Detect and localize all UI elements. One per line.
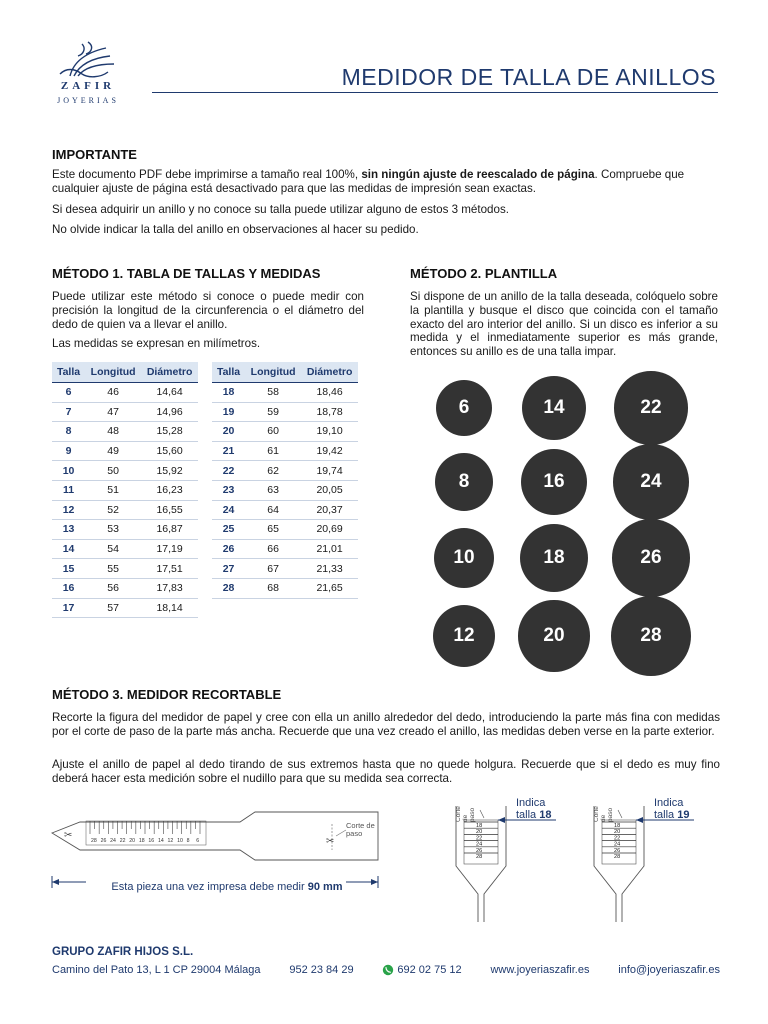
table-cell-longitud: 67 <box>245 559 301 579</box>
table-cell-longitud: 50 <box>85 461 141 481</box>
logo-name: ZAFIR <box>60 80 116 92</box>
table-cell-talla: 6 <box>52 383 85 403</box>
table-row <box>52 559 198 579</box>
table-cell-talla: 27 <box>212 559 245 579</box>
table-header-longitud: Longitud <box>85 362 141 383</box>
scale-number: 26 <box>614 847 621 854</box>
table-row <box>212 441 358 461</box>
table-cell-talla: 8 <box>52 422 85 442</box>
ring-disc-6: 6 <box>436 380 492 436</box>
table-row <box>212 578 358 598</box>
table-cell-talla: 23 <box>212 480 245 500</box>
table-cell-diametro: 19,10 <box>301 422 358 442</box>
table-cell-talla: 11 <box>52 480 85 500</box>
page-title: MEDIDOR DE TALLA DE ANILLOS <box>341 64 716 90</box>
table-cell-diametro: 18,78 <box>301 402 358 422</box>
table-cell-longitud: 60 <box>245 422 301 442</box>
ring-disc-14: 14 <box>522 376 587 441</box>
example1-indica-label: Indica talla 18 <box>516 797 552 821</box>
table-cell-talla: 28 <box>212 578 245 598</box>
measure-caption: Esta pieza una vez impresa debe medir 90 mm <box>111 881 343 893</box>
table-header-diametro: Diámetro <box>141 362 198 383</box>
table-row <box>212 539 358 559</box>
scissors-right-icon: ✂ <box>326 836 335 847</box>
table-cell-longitud: 47 <box>85 402 141 422</box>
ruler-number: 8 <box>186 838 190 844</box>
ruler-number: 28 <box>91 838 97 844</box>
ring-disc-10: 10 <box>434 528 494 588</box>
table-cell-diametro: 21,33 <box>301 559 358 579</box>
ruler-number: 14 <box>157 838 164 844</box>
table-cell-longitud: 49 <box>85 441 141 461</box>
table-row <box>212 383 358 403</box>
footer-web-link[interactable]: www.joyeriaszafir.es <box>490 964 590 976</box>
table-row <box>52 461 198 481</box>
table-row <box>52 520 198 540</box>
scale-number: 20 <box>614 829 621 836</box>
table-cell-diametro: 16,55 <box>141 500 198 520</box>
table-cell-diametro: 17,51 <box>141 559 198 579</box>
table-cell-talla: 21 <box>212 441 245 461</box>
ring-disc-18: 18 <box>520 524 589 593</box>
table-cell-longitud: 66 <box>245 539 301 559</box>
table-cell-talla: 16 <box>52 578 85 598</box>
scale-number: 28 <box>614 854 621 860</box>
table-row <box>52 578 198 598</box>
table-cell-talla: 22 <box>212 461 245 481</box>
table-cell-diametro: 15,92 <box>141 461 198 481</box>
importante-paragraph-1: Este documento PDF debe imprimirse a tamaño real 100%, sin ningún ajuste de reescalado de página. Compruebe que cualquier ajuste de página está desactivado para que las medidas de impresión sean exactas. <box>52 168 685 195</box>
table-cell-diametro: 17,19 <box>141 539 198 559</box>
metodo2-heading: MÉTODO 2. PLANTILLA <box>410 266 558 281</box>
footer-email-link[interactable]: info@joyeriaszafir.es <box>618 964 720 976</box>
table-cell-longitud: 61 <box>245 441 301 461</box>
footer-contact-line <box>52 964 720 976</box>
metodo1-heading: MÉTODO 1. TABLA DE TALLAS Y MEDIDAS <box>52 266 321 281</box>
table-cell-longitud: 68 <box>245 578 301 598</box>
table-cell-longitud: 62 <box>245 461 301 481</box>
ring-disc-20: 20 <box>518 600 589 671</box>
table-cell-longitud: 63 <box>245 480 301 500</box>
whatsapp-icon <box>382 964 394 976</box>
table-cell-talla: 26 <box>212 539 245 559</box>
example2-side-label: Corte de paso <box>593 806 614 822</box>
table-cell-diametro: 18,46 <box>301 383 358 403</box>
table-cell-talla: 25 <box>212 520 245 540</box>
ruler-number: 6 <box>196 838 200 844</box>
importante-paragraph-3: No olvide indicar la talla del anillo en observaciones al hacer su pedido. <box>52 223 419 236</box>
example1-side-label: Corte de paso <box>455 806 476 822</box>
table-cell-talla: 20 <box>212 422 245 442</box>
table-row <box>52 402 198 422</box>
ruler-number: 18 <box>138 838 145 844</box>
logo-subtitle: JOYERIAS <box>57 96 119 105</box>
table-row <box>212 520 358 540</box>
scale-number: 24 <box>476 841 483 848</box>
table-cell-longitud: 55 <box>85 559 141 579</box>
table-cell-diametro: 15,60 <box>141 441 198 461</box>
ruler-number: 16 <box>148 838 155 844</box>
table-cell-talla: 14 <box>52 539 85 559</box>
table-row <box>52 383 198 403</box>
table-cell-longitud: 48 <box>85 422 141 442</box>
table-cell-talla: 15 <box>52 559 85 579</box>
table-cell-talla: 13 <box>52 520 85 540</box>
table-cell-diametro: 21,01 <box>301 539 358 559</box>
table-row <box>52 422 198 442</box>
table-row <box>52 480 198 500</box>
table-row <box>212 500 358 520</box>
metodo1-paragraph: Puede utilizar este método si conoce o puede medir con precisión la longitud de la circunferencia o el diámetro del dedo de quien va a llevar el anillo. <box>52 290 364 331</box>
table-cell-talla: 7 <box>52 402 85 422</box>
table-row <box>212 402 358 422</box>
table-cell-longitud: 46 <box>85 383 141 403</box>
ruler-number: 20 <box>129 838 136 844</box>
metodo1-units-note: Las medidas se expresan en milímetros. <box>52 337 261 350</box>
scale-number: 22 <box>614 835 621 842</box>
ruler-number: 10 <box>177 838 183 844</box>
scale-number: 20 <box>476 829 483 836</box>
table-cell-diametro: 19,74 <box>301 461 358 481</box>
table-cell-talla: 18 <box>212 383 245 403</box>
importante-paragraph-2: Si desea adquirir un anillo y no conoce su talla puede utilizar alguno de estos 3 métodos. <box>52 203 509 216</box>
metodo3-paragraph-2: Ajuste el anillo de papel al dedo tirando de sus extremos hasta que no quede holgura. Recuerde que si el dedo es muy fino deberá hacer esta medición sobre el nudillo para que su medida sea correcta. <box>52 758 720 785</box>
table-cell-longitud: 53 <box>85 520 141 540</box>
scale-number: 28 <box>476 854 483 860</box>
table-cell-diametro: 20,05 <box>301 480 358 500</box>
table-cell-talla: 24 <box>212 500 245 520</box>
ring-disc-22: 22 <box>614 371 687 444</box>
importante-heading: IMPORTANTE <box>52 147 137 162</box>
footer-company: GRUPO ZAFIR HIJOS S.L. <box>52 946 194 958</box>
table-row <box>52 441 198 461</box>
table-cell-diametro: 21,65 <box>301 578 358 598</box>
ruler-number: 22 <box>119 838 126 844</box>
table-cell-diametro: 14,64 <box>141 383 198 403</box>
scale-number: 18 <box>614 823 621 829</box>
table-header-talla: Talla <box>52 362 85 383</box>
footer-address: Camino del Pato 13, L 1 CP 29004 Málaga <box>52 964 261 976</box>
ring-disc-28: 28 <box>611 596 691 676</box>
ruler-number: 26 <box>100 838 107 844</box>
table-cell-diametro: 19,42 <box>301 441 358 461</box>
footer-phone: 952 23 84 29 <box>289 964 354 976</box>
ring-disc-8: 8 <box>435 453 493 511</box>
ring-disc-16: 16 <box>521 449 588 516</box>
metodo3-heading: MÉTODO 3. MEDIDOR RECORTABLE <box>52 687 282 702</box>
table-cell-diametro: 16,87 <box>141 520 198 540</box>
table-row <box>52 539 198 559</box>
title-divider <box>152 92 718 93</box>
ruler-number: 24 <box>110 838 116 844</box>
table-cell-longitud: 54 <box>85 539 141 559</box>
table-cell-talla: 12 <box>52 500 85 520</box>
table-cell-diametro: 20,37 <box>301 500 358 520</box>
table-cell-talla: 19 <box>212 402 245 422</box>
table-header-diametro: Diámetro <box>301 362 358 383</box>
table-cell-longitud: 58 <box>245 383 301 403</box>
table-cell-diametro: 16,23 <box>141 480 198 500</box>
metodo2-paragraph: Si dispone de un anillo de la talla deseada, colóquelo sobre la plantilla y busque el disco que coincida con el tamaño exacto del aro interior del anillo. Si un disco es inferior a su medida y el inmediatamente superior es más grande, entonces su anillo es de una talla impar. <box>410 290 718 359</box>
table-cell-talla: 9 <box>52 441 85 461</box>
example2-indica-label: Indica talla 19 <box>654 797 690 821</box>
table-row <box>212 461 358 481</box>
table-cell-longitud: 65 <box>245 520 301 540</box>
table-row <box>212 480 358 500</box>
scale-number: 26 <box>476 847 483 854</box>
table-row <box>212 422 358 442</box>
corte-de-paso-label: Corte de paso <box>346 821 375 838</box>
ring-disc-24: 24 <box>613 444 688 519</box>
table-header-longitud: Longitud <box>245 362 301 383</box>
table-cell-longitud: 51 <box>85 480 141 500</box>
table-row <box>52 598 198 618</box>
table-cell-longitud: 57 <box>85 598 141 618</box>
table-header-talla: Talla <box>212 362 245 383</box>
scissors-left-icon: ✂ <box>64 830 73 841</box>
scale-number: 24 <box>614 841 621 848</box>
table-cell-diametro: 18,14 <box>141 598 198 618</box>
size-table-right <box>212 362 358 599</box>
table-row <box>212 559 358 579</box>
table-cell-diametro: 20,69 <box>301 520 358 540</box>
table-cell-talla: 10 <box>52 461 85 481</box>
table-cell-diametro: 17,83 <box>141 578 198 598</box>
scale-number: 18 <box>476 823 483 829</box>
table-row <box>52 500 198 520</box>
ring-disc-26: 26 <box>612 519 690 597</box>
size-table-left <box>52 362 198 618</box>
ring-disc-12: 12 <box>433 605 495 667</box>
footer-whatsapp: 692 02 75 12 <box>382 964 461 976</box>
table-cell-diametro: 14,96 <box>141 402 198 422</box>
table-cell-longitud: 64 <box>245 500 301 520</box>
table-cell-diametro: 15,28 <box>141 422 198 442</box>
ruler-number: 12 <box>167 838 174 844</box>
metodo3-paragraph-1: Recorte la figura del medidor de papel y cree con ella un anillo alrededor del dedo, introduciendo la parte más fina con medidas por el corte de paso de la parte más ancha. Recuerde que una vez creado el anillo, las medidas deben verse en la parte exterior. <box>52 711 720 738</box>
table-cell-longitud: 52 <box>85 500 141 520</box>
scale-number: 22 <box>476 835 483 842</box>
table-cell-longitud: 59 <box>245 402 301 422</box>
table-cell-talla: 17 <box>52 598 85 618</box>
table-cell-longitud: 56 <box>85 578 141 598</box>
